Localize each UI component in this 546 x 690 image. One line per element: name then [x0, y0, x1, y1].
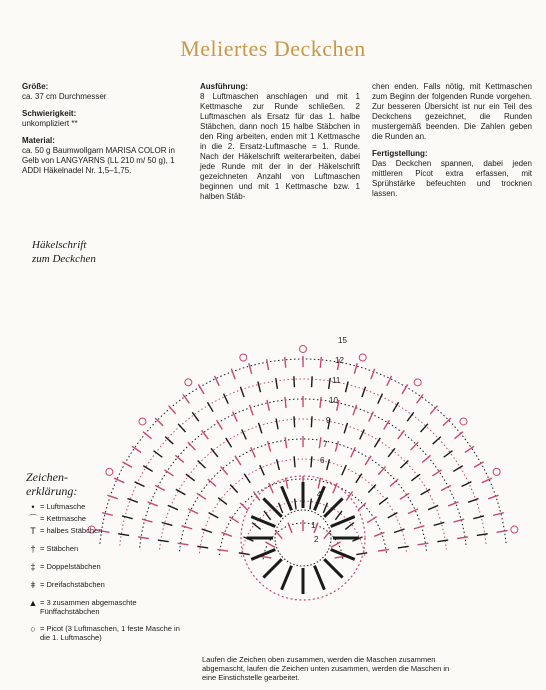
cluster-mark [282, 566, 292, 590]
round-number: 6 [320, 456, 325, 465]
stitch-mark [242, 429, 247, 439]
picot-mark [300, 346, 307, 353]
stitch-mark [344, 423, 347, 433]
legend-item-double-treble [26, 580, 186, 590]
stitch-mark [197, 493, 206, 499]
fertigstellung-text: Das Deckchen spannen, dabei jeden mittleren Picot extra erfassen, mit Sprühstärke befeuchten und trocknen lassen. [372, 159, 532, 198]
groesse-text: ca. 37 cm Durchmesser [22, 92, 107, 101]
stitch-mark [353, 405, 357, 415]
stitch-mark [400, 460, 408, 468]
page-title: Meliertes Deckchen [180, 36, 366, 61]
stitch-mark [342, 465, 346, 475]
round-number: 2 [314, 535, 319, 544]
stitch-mark [294, 416, 295, 427]
legend-label: = Dreifachstäbchen [40, 580, 105, 589]
stitch-mark [444, 451, 453, 458]
legend-item-treble [26, 562, 186, 572]
caption-line-1: Häkelschrift [32, 239, 87, 251]
stitch-mark [443, 418, 451, 426]
round-number: 4 [317, 490, 322, 499]
stitch-mark [285, 357, 286, 368]
stitch-mark [175, 455, 183, 462]
stitch-mark [155, 418, 163, 426]
legend-label: = Doppelstäbchen [40, 562, 101, 571]
stitch-mark [259, 423, 262, 433]
stitch-mark [493, 513, 504, 516]
stitch-mark [294, 376, 295, 387]
stitch-mark [312, 376, 313, 387]
schwierigkeit-text: unkompliziert ** [22, 119, 78, 128]
symbol-legend [26, 470, 186, 650]
stitch-mark [178, 424, 185, 432]
stitch-mark [217, 549, 228, 551]
legend-label: = Luftmasche [40, 502, 86, 511]
double-symbol-icon: † [30, 544, 36, 554]
ausfuehrung-text: 8 Luftmaschen anschlagen und mit 1 Kettmasche zur Runde schließen. 2 Luftmaschen als Ersatz für das 1. halbe Stäbchen, dann noch 15 halbe Stäbchen in den Ring arbeiten, enden mit 1 Kettmasche in die 2. Ersatz-Luftmasche = 1. Runde. Nach der Häkelschrift weiterarbeiten, dabei jede Runde mit der in der Häkelschrift gezeichneten Anzahl von Luftmaschen beginnen und mit 1 Kettmasche bzw. 1 halben Stäb- [200, 92, 360, 201]
stitch-mark [388, 448, 395, 457]
stitch-mark [226, 438, 232, 447]
round-number: 12 [335, 356, 344, 365]
legend-item-chain [26, 502, 186, 512]
stitch-mark [197, 546, 208, 548]
stitch-mark [319, 437, 321, 448]
stitch-mark [244, 474, 250, 483]
stitch-mark [422, 455, 430, 462]
stitch-mark [345, 382, 348, 393]
stitch-mark [414, 526, 425, 529]
stitch-mark [252, 523, 261, 530]
picot-mark [359, 354, 366, 361]
stitch-mark [335, 441, 338, 452]
stitch-mark [279, 503, 283, 513]
stitch-mark [473, 516, 484, 519]
stitch-mark [384, 420, 390, 429]
stitch-mark [240, 503, 248, 511]
ausfuehrung-column [200, 82, 360, 202]
stitch-mark [433, 437, 441, 444]
round-number: 11 [332, 376, 341, 385]
stitch-mark [285, 437, 287, 448]
stitch-mark [249, 363, 252, 374]
stitch-mark [468, 499, 478, 503]
stitch-mark [327, 459, 330, 470]
stitch-mark [222, 532, 232, 536]
stitch-mark [369, 412, 374, 422]
stitch-mark [268, 441, 271, 452]
stitch-mark [428, 505, 438, 509]
center-ring [275, 510, 331, 566]
stitch-mark [230, 485, 237, 493]
legend-title-line-2: erklärung: [26, 484, 78, 498]
stitch-mark [379, 498, 388, 505]
round-number: 15 [338, 336, 347, 345]
stitch-mark [267, 400, 269, 411]
picot-mark [460, 418, 467, 425]
legend-item-half-double [26, 526, 186, 536]
stitch-mark [258, 382, 261, 393]
stitch-mark [400, 493, 409, 499]
legend-label: = 3 zusammen abgemaschte Fünffachstäbchen [40, 598, 137, 616]
legend-item-slip-stitch [26, 514, 186, 524]
stitch-mark [240, 387, 244, 397]
picot-mark [493, 468, 500, 475]
stitch-mark [209, 513, 219, 518]
stitch-mark [239, 553, 250, 555]
schwierigkeit-label: Schwierigkeit: [22, 109, 77, 118]
stitch-mark [276, 418, 278, 429]
stitch-mark [365, 456, 371, 465]
stitch-mark [398, 430, 405, 439]
chain-symbol-icon: • [31, 502, 35, 512]
cluster-symbol-icon: ▲ [28, 598, 38, 608]
stitch-mark [371, 369, 375, 379]
picot-mark [139, 418, 146, 425]
stitch-mark [198, 384, 204, 393]
stitch-mark [235, 456, 241, 465]
material-label: Material: [22, 136, 55, 145]
stitch-mark [441, 485, 451, 490]
stitch-mark [231, 369, 235, 379]
legend-label: = Stäbchen [40, 544, 79, 553]
round-number: 10 [329, 396, 338, 405]
stitch-mark [217, 420, 223, 429]
info-column [22, 82, 192, 176]
stitch-mark [402, 384, 408, 393]
stitch-mark [394, 529, 404, 532]
picot-mark [511, 526, 518, 533]
stitch-mark [295, 499, 296, 510]
stitch-mark [310, 499, 311, 510]
stitch-mark [434, 522, 445, 525]
stitch-mark [320, 397, 321, 408]
stitch-mark [188, 442, 196, 450]
stitch-mark [430, 406, 437, 414]
stitch-mark [277, 459, 280, 470]
stitch-mark [488, 495, 498, 499]
stitch-mark [497, 531, 508, 533]
round-number: 1 [311, 521, 316, 530]
stitch-mark [356, 553, 367, 555]
stitch-mark [233, 412, 238, 422]
caption-line-2: zum Deckchen [32, 253, 96, 265]
treble-symbol-icon: ‡ [30, 562, 36, 572]
stitch-mark [311, 456, 312, 467]
stitch-mark [390, 479, 398, 486]
picot-mark [240, 354, 247, 361]
stitch-mark [188, 509, 198, 514]
picot-symbol-icon: ○ [30, 624, 36, 634]
round-number: 7 [323, 440, 328, 449]
cluster-mark [263, 559, 281, 577]
stitch-mark [294, 456, 295, 467]
stitch-mark [186, 474, 195, 481]
ausfuehrung-continued: chen enden. Falls nötig, mit Kettmaschen zum Beginn der folgenden Runde vorgehen. Zur besseren Übersicht ist nur ein Teil des Deckchens gezeichnet, die Runden mustergemäß beenden. Die Zahlen geben die Runden an. [372, 82, 532, 141]
stitch-mark [320, 357, 321, 368]
fertigstellung-column [372, 82, 532, 199]
stitch-mark [454, 519, 465, 522]
stitch-mark [354, 363, 357, 374]
stitch-mark [311, 416, 312, 427]
stitch-mark [374, 438, 380, 447]
stitch-mark [122, 462, 132, 467]
stitch-mark [398, 546, 409, 548]
stitch-mark [169, 406, 176, 414]
cluster-mark [282, 486, 292, 510]
legend-label: = Kettmasche [40, 514, 87, 523]
legend-item-cluster [26, 598, 186, 616]
slip-stitch-symbol-icon: ⌒ [28, 514, 38, 524]
stitch-mark [202, 529, 212, 532]
stitch-mark [288, 523, 292, 533]
stitch-mark [362, 387, 366, 397]
stitch-mark [154, 451, 163, 458]
stitch-mark [208, 479, 216, 486]
ausfuehrung-label: Ausführung: [200, 82, 248, 91]
stitch-mark [453, 466, 462, 472]
legend-label: = Picot (3 Luftmaschen, 1 feste Masche in die 1. Luftmasche) [40, 624, 180, 642]
stitch-mark [407, 412, 414, 421]
fertigstellung-label: Fertigstellung: [372, 149, 428, 158]
round-number: 9 [326, 416, 331, 425]
stitch-mark [457, 537, 468, 539]
stitch-mark [477, 534, 488, 536]
stitch-mark [198, 460, 206, 468]
legend-title-line-1: Zeichen- [26, 470, 68, 484]
picot-mark [414, 379, 421, 386]
stitch-mark [360, 429, 365, 439]
footnote: Laufen die Zeichen oben zusammen, werden die Maschen zusammen abgemascht, laufen die Zeichen unten zusammen, werden die Maschen in eine Einstichstelle gearbeitet. [202, 655, 450, 682]
stitch-mark [482, 478, 492, 483]
double-treble-symbol-icon: ǂ [30, 580, 36, 590]
legend-title [26, 470, 186, 498]
stitch-mark [358, 503, 366, 511]
legend-item-double [26, 544, 186, 554]
stitch-mark [374, 532, 384, 536]
stitch-mark [418, 543, 429, 545]
cluster-mark [314, 566, 324, 590]
legend-label: = halbes Stäbchen [40, 526, 103, 535]
stitch-mark [367, 517, 376, 523]
material-text: ca. 50 g Baumwollgarn MARISA COLOR in Gelb von LANGYARNS (LL 210 m/ 50 g), 1 ADDI Häkelnadel Nr. 1,5–1,75. [22, 146, 175, 175]
stitch-mark [455, 432, 464, 439]
stitch-mark [224, 394, 229, 404]
stitch-mark [411, 474, 420, 481]
stitch-mark [214, 376, 219, 386]
stitch-mark [329, 378, 331, 389]
stitch-mark [437, 540, 448, 542]
groesse-label: Größe: [22, 82, 49, 91]
stitch-mark [207, 402, 213, 411]
stitch-mark [143, 432, 152, 439]
half-double-symbol-icon: T [30, 526, 36, 536]
stitch-mark [408, 509, 418, 514]
legend-item-picot [26, 624, 186, 642]
picot-mark [185, 379, 192, 386]
stitch-mark [285, 397, 286, 408]
stitch-mark [267, 359, 269, 370]
stitch-mark [286, 478, 288, 489]
stitch-mark [249, 405, 253, 415]
stitch-mark [318, 478, 320, 489]
stitch-mark [276, 378, 278, 389]
cluster-mark [324, 559, 342, 577]
stitch-mark [378, 549, 389, 551]
